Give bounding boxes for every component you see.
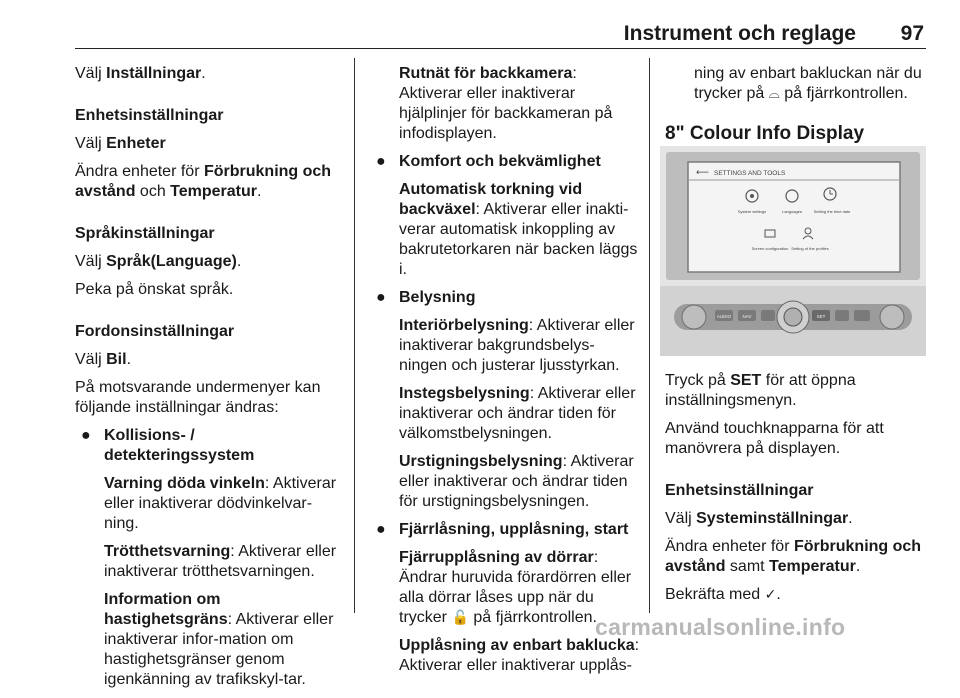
- paragraph: Använd touchknapparna för att manövrera på displayen.: [665, 420, 884, 457]
- paragraph: [665, 585, 930, 605]
- screen-item-label: Screen configuration: [751, 246, 789, 251]
- unlock-icon: 🔓: [451, 610, 469, 626]
- screen-back-icon[interactable]: ⟵: [696, 168, 709, 178]
- bullet-label: Belysning: [399, 289, 476, 306]
- section-heading: Enhetsinställningar: [75, 107, 224, 124]
- paragraph: [665, 64, 930, 104]
- text: : Ändrar huruvida förardörren eller alla dörrar låses upp när du trycker: [399, 549, 632, 626]
- text: : Aktiverar eller inaktiverar infor-mation om hastighetsgränser genom igenkänning av trafikskyl-tar.: [104, 611, 334, 688]
- home-button[interactable]: [854, 310, 870, 321]
- menu-term: Temperatur: [170, 183, 257, 200]
- bullet-label: Kollisions- / detekteringssystem: [104, 427, 255, 464]
- text: Ändra enheter för: [75, 163, 204, 180]
- menu-term: Temperatur: [769, 558, 856, 575]
- column-1: [75, 64, 345, 698]
- set-button[interactable]: SET: [816, 314, 826, 319]
- checkmark-icon: ✓: [764, 587, 777, 603]
- paragraph: [665, 509, 930, 529]
- paragraph: [75, 590, 345, 690]
- text: : Aktiverar eller inaktiverar upplås-: [399, 637, 640, 674]
- tailgate-icon: ⌓: [768, 86, 780, 102]
- bullet-icon: ●: [81, 427, 91, 444]
- text: : Aktiverar eller inaktiverar hjälplinjer för backkameran på infodisplayen.: [399, 65, 613, 142]
- screen-item-label: System settings: [737, 209, 767, 214]
- nav-button[interactable]: NAV: [742, 314, 752, 319]
- menu-term: Rutnät för backkamera: [399, 65, 573, 82]
- text: .: [126, 351, 132, 368]
- paragraph: [75, 162, 345, 202]
- paragraph: [370, 636, 640, 676]
- header-rule: [75, 48, 926, 49]
- text: : Aktiverar eller inaktiverar och ändrar tiden för urstigningsbelysningen.: [399, 453, 634, 510]
- paragraph: [665, 371, 930, 411]
- paragraph: [665, 537, 930, 577]
- text: : Aktiverar eller inaktiverar trötthetsvarningen.: [104, 543, 337, 580]
- paragraph: [75, 542, 345, 582]
- menu-term: Förbrukning och avstånd: [665, 538, 922, 575]
- menu-term: Instegsbelysning: [399, 385, 530, 402]
- section-heading: Fordonsinställningar: [75, 323, 235, 340]
- section-heading: Enhetsinställningar: [665, 482, 814, 499]
- text: på fjärrkontrollen.: [779, 85, 908, 102]
- paragraph: På motsvarande undermenyer kan följande inställningar ändras:: [75, 379, 321, 416]
- menu-term: Språk(Language): [106, 253, 237, 270]
- text: Välj: [75, 65, 107, 82]
- menu-term: Trötthetsvarning: [104, 543, 231, 560]
- text: Tryck på: [665, 372, 731, 389]
- column-divider-1: [354, 58, 355, 613]
- text: Välj: [75, 253, 107, 270]
- menu-term: Automatisk torkning vid backväxel: [399, 181, 583, 218]
- text: på fjärrkontrollen.: [468, 609, 597, 626]
- paragraph: [370, 384, 640, 444]
- text: för att öppna inställningsmenyn.: [665, 372, 856, 409]
- section-heading: 8" Colour Info Display: [665, 123, 865, 144]
- screen-header: SETTINGS AND TOOLS: [714, 170, 786, 177]
- menu-term: Bil: [106, 351, 127, 368]
- paragraph: Peka på önskat språk.: [75, 281, 234, 298]
- text: .: [855, 558, 861, 575]
- menu-term: SET: [730, 372, 762, 389]
- column-2: [370, 64, 640, 684]
- bullet-label: Komfort och bekvämlighet: [399, 153, 601, 170]
- paragraph: [370, 180, 640, 280]
- page-header: [75, 0, 926, 50]
- text: .: [201, 65, 206, 82]
- column-divider-2: [649, 58, 650, 613]
- text: : Aktiverar eller inakti-verar automatisk inkoppling av bakrutetorkaren när backen läggs i.: [399, 201, 638, 278]
- text: ning av enbart bakluckan när du trycker på: [694, 65, 922, 102]
- paragraph: [75, 474, 345, 534]
- paragraph: [75, 64, 345, 84]
- menu-term: Fjärrupplåsning av dörrar: [399, 549, 594, 566]
- text: : Aktiverar eller inaktiverar dödvinkelvar-ning.: [104, 475, 337, 532]
- phone-button[interactable]: [761, 310, 775, 321]
- text: .: [848, 510, 853, 527]
- menu-term: Upplåsning av enbart baklucka: [399, 637, 635, 654]
- text: Välj: [75, 135, 107, 152]
- menu-term: Interiörbelysning: [399, 317, 529, 334]
- bullet-item: [75, 426, 345, 466]
- bullet-icon: ●: [376, 521, 386, 538]
- bullet-item: [370, 520, 640, 540]
- text: och: [135, 183, 171, 200]
- menu-term: Inställningar: [106, 65, 202, 82]
- paragraph: [370, 452, 640, 512]
- bullet-item: [370, 288, 640, 308]
- text: : Aktiverar eller inaktiverar och ändrar tiden för välkomstbelysningen.: [399, 385, 636, 442]
- menu-term: Information om hastighetsgräns: [104, 591, 228, 628]
- menu-term: Enheter: [106, 135, 166, 152]
- paragraph: [370, 316, 640, 376]
- bullet-icon: ●: [376, 289, 386, 306]
- bullet-item: [370, 152, 640, 172]
- section-heading: Språkinställningar: [75, 225, 215, 242]
- text: .: [776, 586, 781, 603]
- page-number: 97: [900, 22, 924, 45]
- menu-term: Urstigningsbelysning: [399, 453, 563, 470]
- paragraph: [75, 350, 345, 370]
- screen-item-label: Languages: [782, 209, 802, 214]
- menu-term: Varning döda vinkeln: [104, 475, 265, 492]
- bullet-label: Fjärrlåsning, upplåsning, start: [399, 521, 629, 538]
- text: Bekräfta med: [665, 586, 765, 603]
- bullet-icon: ●: [376, 153, 386, 170]
- paragraph: [370, 64, 640, 144]
- column-3: [665, 64, 930, 154]
- menu-term: Systeminställningar: [696, 510, 849, 527]
- audio-button[interactable]: AUDIO: [716, 314, 732, 319]
- text: .: [236, 253, 242, 270]
- tune-knob[interactable]: [880, 305, 904, 329]
- volume-knob[interactable]: [682, 305, 706, 329]
- screen-item-label: Setting the time date: [813, 209, 851, 214]
- screen-item-label: Setting of the profiles: [791, 246, 829, 251]
- text: Ändra enheter för: [665, 538, 794, 555]
- paragraph: [75, 134, 345, 154]
- text: : Aktiverar eller inaktiverar bakgrundsbelys-ningen och justerar ljusstyrkan.: [399, 317, 635, 374]
- text: Välj: [665, 510, 697, 527]
- page-title: Instrument och reglage: [623, 22, 856, 45]
- back-button[interactable]: [835, 310, 849, 321]
- column-3-lower: [665, 371, 930, 613]
- text: Välj: [75, 351, 107, 368]
- paragraph: [75, 252, 345, 272]
- watermark: carmanualsonline.info: [595, 614, 846, 640]
- display-illustration: [660, 146, 926, 356]
- menu-term: Förbrukning och avstånd: [75, 163, 332, 200]
- text: .: [257, 183, 262, 200]
- text: samt: [725, 558, 770, 575]
